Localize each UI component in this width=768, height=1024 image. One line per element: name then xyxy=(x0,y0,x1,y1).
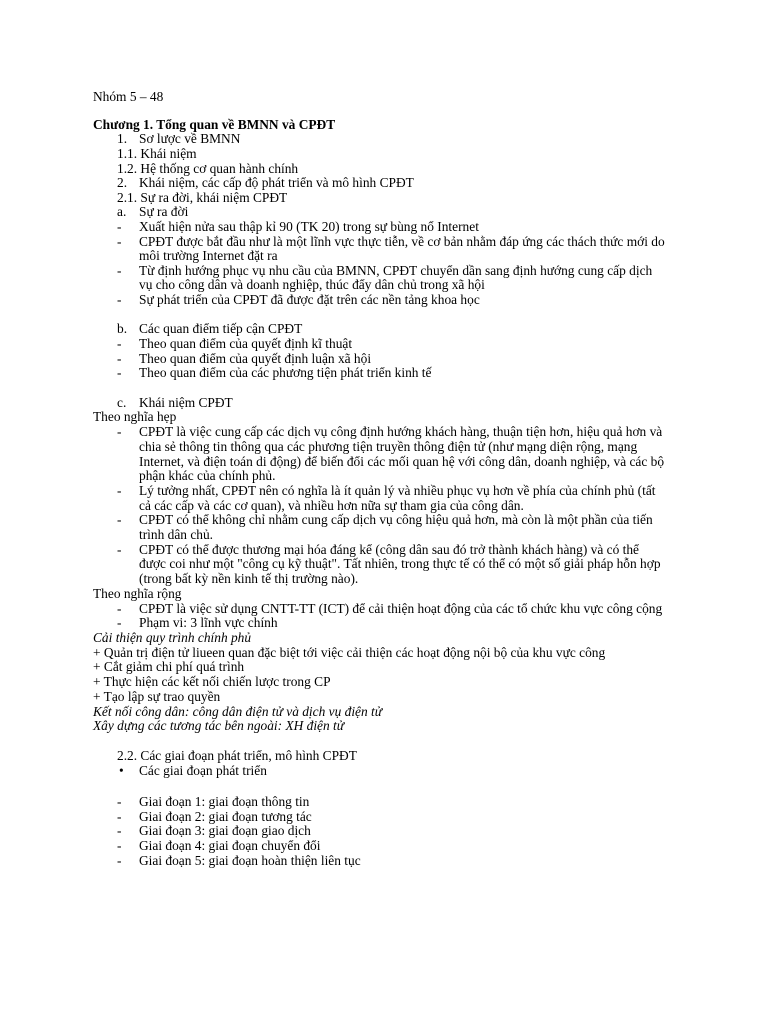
list-item: CPĐT có thể được thương mại hóa đáng kể (công dân sau đó trở thành khách hàng) và có thể xyxy=(139,542,639,557)
section-heading: Khái niệm, các cấp độ phát triển và mô hình CPĐT xyxy=(139,175,414,190)
bullet-marker: • xyxy=(119,763,124,778)
list-dash: - xyxy=(117,365,122,380)
list-dash: - xyxy=(117,823,122,838)
list-dash: - xyxy=(117,512,122,527)
list-item-continued: được coi như một "công cụ kỹ thuật". Tất nhiên, trong thực tế có thể có một số giải pháp hỗn hợp xyxy=(139,556,661,571)
list-item-continued: (trong bất kỳ nền kinh tế thị trường nào). xyxy=(139,571,359,586)
plus-item: + Thực hiện các kết nối chiến lược trong CP xyxy=(93,674,331,689)
list-letter: c. xyxy=(117,395,127,410)
chapter-title: Chương 1. Tổng quan về BMNN và CPĐT xyxy=(93,117,336,132)
external-interactions-line: Xây dựng các tương tác bên ngoài: XH điện tử xyxy=(93,718,345,733)
list-letter: b. xyxy=(117,321,128,336)
list-dash: - xyxy=(117,615,122,630)
list-item: Theo quan điểm của quyết định luận xã hội xyxy=(139,351,372,366)
list-dash: - xyxy=(117,483,122,498)
plus-item: + Cắt giảm chi phí quá trình xyxy=(93,659,245,674)
stage-item: Giai đoạn 2: giai đoạn tương tác xyxy=(139,809,312,824)
list-dash: - xyxy=(117,263,122,278)
plus-item: + Tạo lập sự trao quyền xyxy=(93,689,221,704)
stage-item: Giai đoạn 5: giai đoạn hoàn thiện liên tục xyxy=(139,853,361,868)
list-item: Xuất hiện nửa sau thập kỉ 90 (TK 20) trong sự bùng nổ Internet xyxy=(139,219,479,234)
list-item: Từ định hướng phục vụ nhu cầu của BMNN, CPĐT chuyển dần sang định hướng cung cấp dịch xyxy=(139,263,653,278)
list-dash: - xyxy=(117,853,122,868)
list-item: CPĐT là việc sử dụng CNTT-TT (ICT) để cải thiện hoạt động của các tổ chức khu vực công cộng xyxy=(139,601,663,616)
narrow-sense-heading: Theo nghĩa hẹp xyxy=(93,409,177,424)
list-item-continued: chia sẻ thông tin thông qua các phương tiện truyền thông điện tử (như mạng diện rộng, mạng xyxy=(139,439,638,454)
list-dash: - xyxy=(117,219,122,234)
subsection-heading: 2.1. Sự ra đời, khái niệm CPĐT xyxy=(117,190,288,205)
connect-citizens-line: Kết nối công dân: công dân điện tử và dịch vụ điện tử xyxy=(93,704,383,719)
list-dash: - xyxy=(117,542,122,557)
list-number: 1. xyxy=(117,131,128,146)
list-dash: - xyxy=(117,336,122,351)
stage-item: Giai đoạn 1: giai đoạn thông tin xyxy=(139,794,310,809)
bullet-item: Các giai đoạn phát triển xyxy=(139,763,267,778)
list-dash: - xyxy=(117,809,122,824)
subsection-heading: 1.1. Khái niệm xyxy=(117,146,197,161)
list-dash: - xyxy=(117,234,122,249)
list-number: 2. xyxy=(117,175,128,190)
list-item: CPĐT có thể không chỉ nhằm cung cấp dịch vụ công hiệu quả hơn, mà còn là một phần của tiến xyxy=(139,512,653,527)
list-dash: - xyxy=(117,601,122,616)
improve-process-heading: Cải thiện quy trình chính phủ xyxy=(93,630,252,645)
item-heading: Khái niệm CPĐT xyxy=(139,395,233,410)
list-item-continued: vụ cho công dân và doanh nghiệp, thúc đẩy dân chủ trong xã hội xyxy=(139,277,485,292)
list-dash: - xyxy=(117,351,122,366)
list-dash: - xyxy=(117,794,122,809)
list-item-continued: Internet, và điện toán di động) để biến đổi các mối quan hệ với công dân, doanh nghiệp, và các bộ xyxy=(139,454,665,469)
list-item-continued: phận khác của chính phủ. xyxy=(139,468,276,483)
list-dash: - xyxy=(117,838,122,853)
list-letter: a. xyxy=(117,204,127,219)
subsection-heading: 2.2. Các giai đoạn phát triển, mô hình CPĐT xyxy=(117,748,357,763)
list-item: Theo quan điểm của quyết định kĩ thuật xyxy=(139,336,353,351)
broad-sense-heading: Theo nghĩa rộng xyxy=(93,586,182,601)
list-item-continued: môi trường Internet đặt ra xyxy=(139,248,278,263)
list-item: Phạm vi: 3 lĩnh vực chính xyxy=(139,615,278,630)
stage-item: Giai đoạn 3: giai đoạn giao dịch xyxy=(139,823,311,838)
group-label: Nhóm 5 – 48 xyxy=(93,89,164,104)
list-item: Lý tưởng nhất, CPĐT nên có nghĩa là ít quản lý và nhiều phục vụ hơn về phía của chính phủ (tất xyxy=(139,483,656,498)
section-heading: Sơ lược về BMNN xyxy=(139,131,241,146)
list-item: Sự phát triển của CPĐT đã được đặt trên các nền tảng khoa học xyxy=(139,292,480,307)
list-item: CPĐT được bắt đầu như là một lĩnh vực thực tiễn, về cơ bản nhằm đáp ứng các thách thức mới do xyxy=(139,234,665,249)
list-dash: - xyxy=(117,292,122,307)
list-item: Theo quan điểm của các phương tiện phát triển kinh tế xyxy=(139,365,432,380)
stage-item: Giai đoạn 4: giai đoạn chuyển đổi xyxy=(139,838,321,853)
item-heading: Sự ra đời xyxy=(139,204,189,219)
list-item: CPĐT là việc cung cấp các dịch vụ công định hướng khách hàng, thuận tiện hơn, hiệu quả hơn và xyxy=(139,424,663,439)
subsection-heading: 1.2. Hệ thống cơ quan hành chính xyxy=(117,161,299,176)
item-heading: Các quan điểm tiếp cận CPĐT xyxy=(139,321,303,336)
list-item-continued: cả các cấp và các cơ quan), và nhiều hơn nữa sự tham gia của công dân. xyxy=(139,498,524,513)
list-item-continued: trình dân chủ. xyxy=(139,527,214,542)
list-dash: - xyxy=(117,424,122,439)
plus-item: + Quản trị điện tử liueen quan đặc biệt tới việc cải thiện các hoạt động nội bộ của khu vực công xyxy=(93,645,606,660)
